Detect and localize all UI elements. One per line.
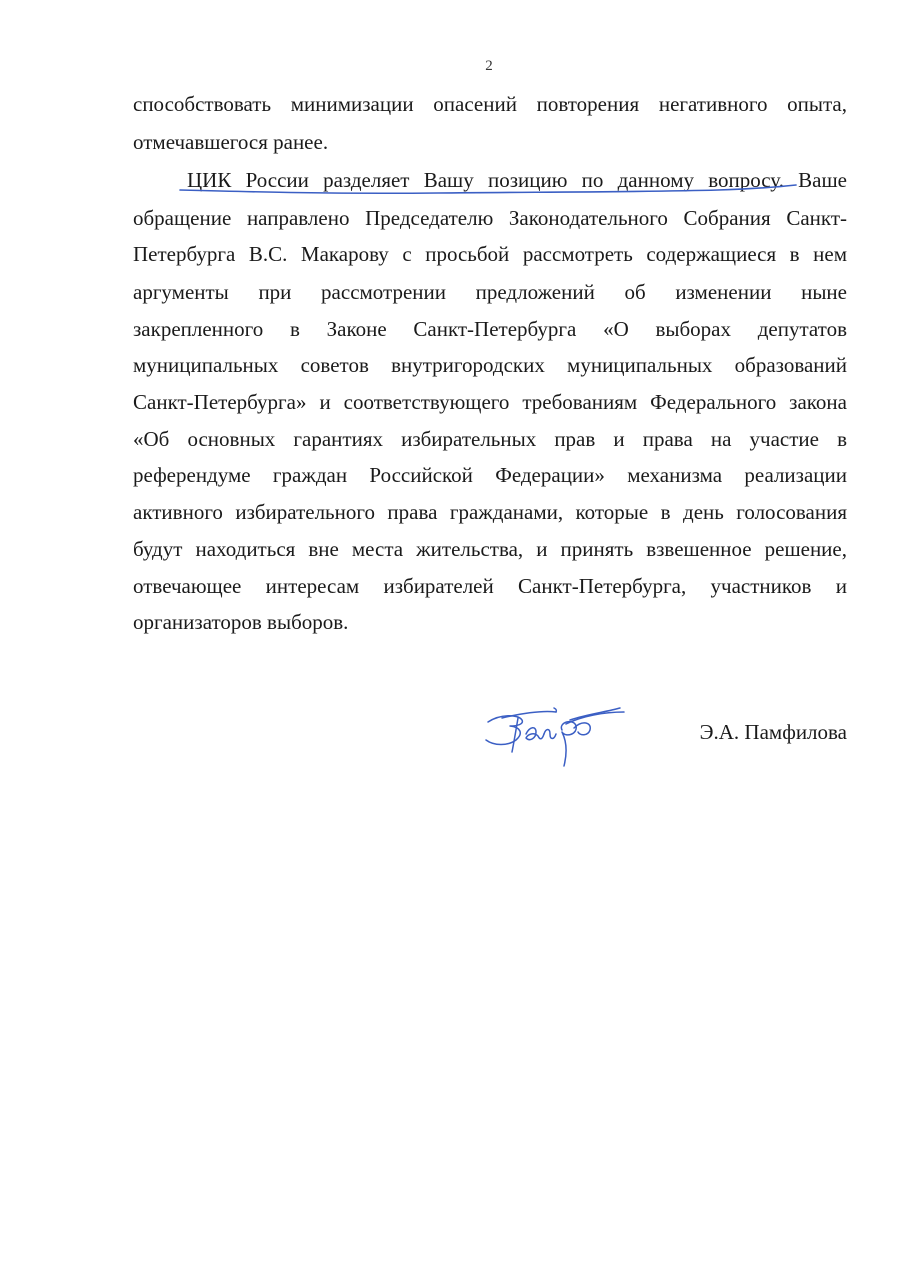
text-line: ЦИК России разделяет Вашу позицию по данному вопросу. Ваше [187, 168, 847, 192]
text-line: будут находиться вне места жительства, и принять взвешенное решение, [133, 537, 847, 561]
signer-name: Э.А. Памфилова [699, 720, 847, 744]
text-line: обращение направлено Председателю Законодательного Собрания Санкт- [133, 206, 847, 230]
text-line: отмечавшегося ранее. [133, 130, 329, 154]
text-line: аргументы при рассмотрении предложений об изменении ныне [133, 280, 847, 304]
text-line: муниципальных советов внутригородских муниципальных образований [133, 353, 847, 377]
page-number: 2 [485, 58, 493, 74]
text-line: закрепленного в Законе Санкт-Петербурга «О выборах депутатов [133, 317, 847, 341]
text-line: «Об основных гарантиях избирательных прав и права на участие в [133, 427, 847, 451]
text-line: организаторов выборов. [133, 610, 349, 634]
text-line: Санкт-Петербурга» и соответствующего требованиям Федерального закона [133, 390, 847, 414]
signature-image [478, 700, 628, 770]
text-line: отвечающее интересам избирателей Санкт-Петербурга, участников и [133, 574, 847, 598]
text-line: референдуме граждан Российской Федерации» механизма реализации [133, 463, 847, 487]
text-line: Петербурга В.С. Макарову с просьбой рассмотреть содержащиеся в нем [133, 242, 847, 266]
text-line: активного избирательного права гражданами, которые в день голосования [133, 500, 847, 524]
text-line: способствовать минимизации опасений повторения негативного опыта, [133, 92, 847, 116]
pen-underline [178, 182, 798, 198]
